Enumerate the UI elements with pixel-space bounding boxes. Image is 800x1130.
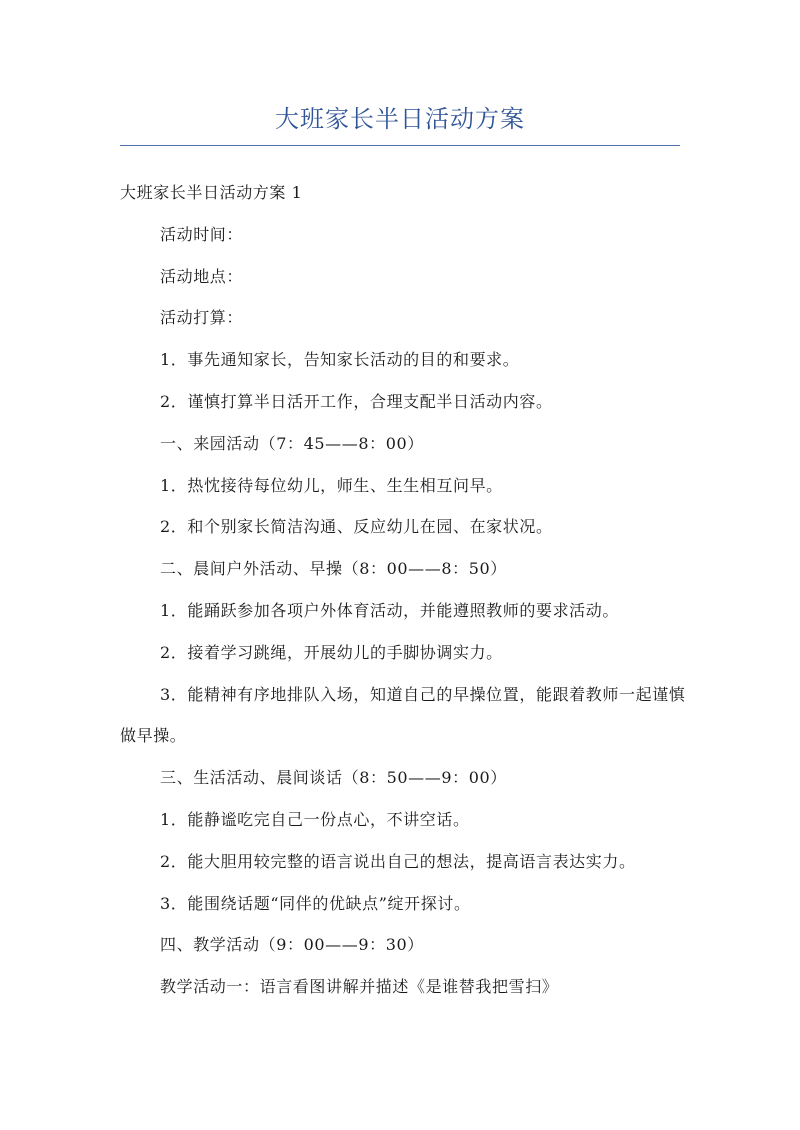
paragraph: 1．能踊跃参加各项户外体育活动，并能遵照教师的要求活动。 (160, 600, 619, 620)
paragraph: 2．和个别家长简洁沟通、反应幼儿在园、在家状况。 (160, 517, 553, 537)
paragraph: 活动时间： (160, 224, 244, 244)
paragraph: 3．能围绕话题“同伴的优缺点”绽开探讨。 (160, 893, 471, 913)
paragraph: 2．谨慎打算半日活开工作，合理支配半日活动内容。 (160, 391, 553, 411)
paragraph: 活动打算： (160, 308, 244, 328)
paragraph: 活动地点： (160, 266, 244, 286)
document-body (120, 172, 700, 1008)
paragraph: 1．热忱接待每位幼儿，师生、生生相互问早。 (160, 475, 503, 495)
title-divider (120, 145, 680, 146)
paragraph: 3．能精神有序地排队入场，知道自己的早操位置，能跟着教师一起谨慎做早操。 (120, 684, 686, 746)
paragraph: 二、晨间户外活动、早操（8：00——8：50） (160, 559, 507, 579)
paragraph: 四、教学活动（9：00——9：30） (160, 935, 424, 955)
paragraph: 2．接着学习跳绳，开展幼儿的手脚协调实力。 (160, 642, 503, 662)
paragraph: 三、生活活动、晨间谈话（8：50——9：00） (160, 768, 507, 788)
paragraph: 一、来园活动（7：45——8：00） (160, 433, 424, 453)
document-title: 大班家长半日活动方案 (275, 105, 525, 133)
paragraph: 2．能大胆用较完整的语言说出自己的想法，提高语言表达实力。 (160, 851, 636, 871)
paragraph: 教学活动一：语言看图讲解并描述《是谁替我把雪扫》 (160, 977, 559, 997)
paragraph: 1．事先通知家长，告知家长活动的目的和要求。 (160, 350, 520, 370)
paragraph: 1．能静谧吃完自己一份点心，不讲空话。 (160, 809, 470, 829)
section-heading: 大班家长半日活动方案 1 (120, 183, 303, 202)
